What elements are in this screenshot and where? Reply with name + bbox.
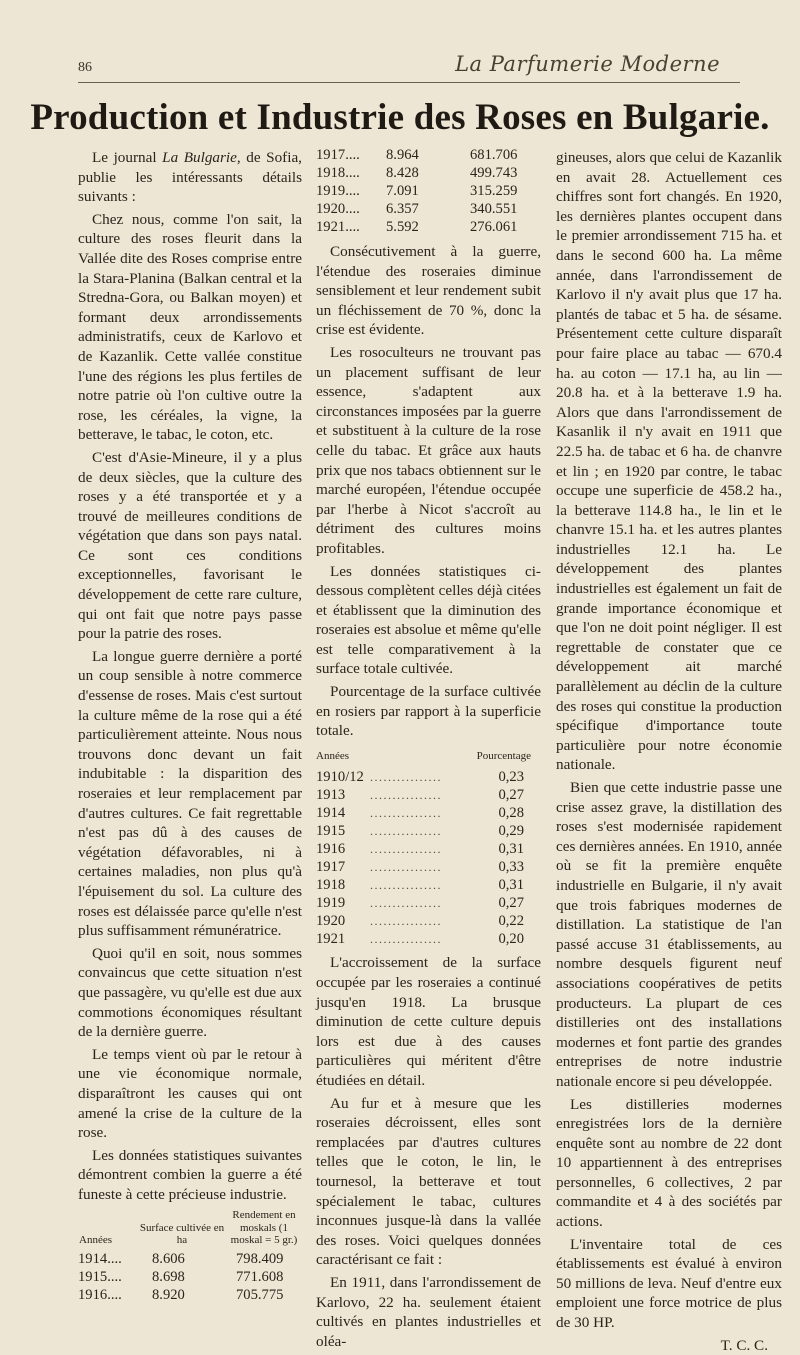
paragraph: L'accroissement de la surface occupée par les roseraies a continué jusqu'en 1918. La brusque diminution de cette culture depuis lors est due à des causes particulières qui méritent d'être étudiées en détail. — [316, 954, 541, 1089]
column-3 — [556, 148, 782, 1355]
paragraph: Le temps vient où par le retour à une vie économique normale, disparaîtront les causes qui ont amené la crise de la culture de la rose. — [78, 1045, 302, 1142]
yield-cell: 681.706 — [470, 147, 518, 163]
surface-cell: 8.606 — [152, 1250, 185, 1267]
year-cell: 1914.... — [78, 1250, 122, 1267]
table-row — [316, 768, 538, 786]
column-header-years: Années — [316, 749, 349, 762]
yield-cell: 771.608 — [236, 1268, 284, 1285]
paragraph: Les rosoculteurs ne trouvant pas un placement suffisant de leur essence, s'adaptent aux circonstances imposées par la guerre et substituent à la culture de la rose celle du tabac. Et grâce aux hauts prix que nos tabacs obtiennent sur le marché européen, l'étendue occupée par l'herbe à Nicot s'accroît au détriment des cultures moins profitables. — [316, 343, 541, 557]
surface-cell: 6.357 — [386, 201, 419, 217]
percentage-table-header — [316, 747, 541, 767]
surface-cell: 8.698 — [152, 1268, 185, 1285]
table-row — [78, 1250, 302, 1268]
surface-cell: 8.428 — [386, 165, 419, 181]
paragraph: Quoi qu'il en soit, nous sommes convaincus que cette situation n'est que passagère, vu qu'elle est due aux commotions économiques résultant de la dernière guerre. — [78, 944, 302, 1041]
yield-cell: 276.061 — [470, 219, 518, 235]
year-cell: 1915.... — [78, 1268, 122, 1285]
paragraph: Consécutivement à la guerre, l'étendue des roseraies diminue sensiblement et leur rendement subit un fléchissement de 70 %, donc la crise est évidente. — [316, 243, 541, 339]
leader-dots: ................ — [370, 932, 442, 947]
paragraph: Les données statistiques suivantes démontrent combien la guerre a été funeste à cette précieuse industrie. — [78, 1146, 302, 1203]
percentage-cell: 0,29 — [498, 823, 524, 840]
percentage-cell: 0,28 — [498, 805, 524, 822]
paragraph: En 1911, dans l'arrondissement de Karlovo, 22 ha. seulement étaient cultivés en plantes industrielles et oléa- — [316, 1273, 541, 1350]
column-header-yield: Rendement en moskals (1 moskal = 5 gr.) — [230, 1209, 298, 1247]
table-row — [78, 1286, 302, 1304]
column-header-percentage: Pourcentage — [476, 749, 531, 762]
percentage-cell: 0,22 — [498, 913, 524, 930]
paragraph: Chez nous, comme l'on sait, la culture des roses fleurit dans la Vallée dite des Roses comprise entre la Stara-Planina (Balkan central et la Stredna-Gora, ou Balkan moyen) et formant deux arrondissements administratifs, ceux de Karlovo et de Kazanlik. Cette vallée constitue l'une des régions les plus fertiles de notre patrie où l'on cultive outre la rose, les céréales, la vigne, la betterave, le tabac, le coton, etc. — [78, 210, 302, 444]
table-row — [316, 840, 538, 858]
leader-dots: ................ — [370, 770, 442, 785]
table-row — [316, 930, 538, 948]
header-rule — [78, 82, 740, 83]
leader-dots: ................ — [370, 788, 442, 803]
table-row — [316, 786, 538, 804]
year-cell: 1918.... — [316, 165, 360, 181]
table-header-row — [78, 1208, 302, 1250]
table-row — [78, 1268, 302, 1286]
journal-name: La Bulgarie — [162, 149, 237, 166]
table-row — [316, 200, 542, 218]
leader-dots: ................ — [370, 896, 442, 911]
leader-dots: ................ — [370, 842, 442, 857]
year-cell: 1910/12 — [316, 769, 364, 786]
yield-cell: 705.775 — [236, 1286, 284, 1303]
paragraph: Pourcentage de la surface cultivée en rosiers par rapport à la superficie totale. — [316, 683, 541, 740]
column-header-surface: Surface cultivée en ha — [139, 1221, 225, 1247]
leader-dots: ................ — [370, 878, 442, 893]
table-row — [316, 894, 538, 912]
paragraph: Les données statistiques ci-dessous complètent celles déjà citées et établissent que la diminution des roseraies est absolue et même qu'elle est telle comparativement à la surface totale cultivée. — [316, 562, 541, 678]
paragraph-intro — [78, 148, 302, 207]
surface-cell: 5.592 — [386, 219, 419, 235]
surface-table — [78, 1208, 302, 1304]
table-row — [316, 218, 542, 236]
table-row — [316, 858, 538, 876]
column-header-years: Années — [79, 1234, 112, 1247]
paragraph: Les distilleries modernes enregistrées lors de la dernière enquête sont au nombre de 22 dont 10 appartiennent à des entreprises personnelles, 6 collectives, 2 par commandite et 4 à des sociétés par actions. — [556, 1095, 782, 1231]
year-cell: 1919 — [316, 895, 346, 912]
percentage-table — [316, 768, 538, 948]
year-cell: 1916 — [316, 841, 346, 858]
table-row — [316, 146, 542, 164]
paragraph: gineuses, alors que celui de Kazanlik en avait 28. Actuellement ces chiffres sont fort changés. En 1920, les dernières plantes occupent dans le premier arrondissement 715 ha. et dans le second 600 ha. La même année, dans l'arrondissement de Karlovo il n'y avait plus que 17 ha. plantés de tabac et 5 ha. de sésame. Présentement cette culture disparaît pour faire place au tabac — 670.4 ha. au coton — 17.1 ha, au lin — 20.8 ha. et à la betterave 1.9 ha. Alors que dans l'arrondissement de Kasanlik il n'y avait en 1911 que 22.5 ha. de tabac et 6 ha. de chanvre et lin ; en 1920 par contre, le tabac occupe une superficie de 458.2 ha., la betterave 114.8 ha., le lin et le chanvre 15.1 ha. et les autres plantes industrielles 12.1 ha. Le développement des plantes industrielles est également un fait de grande importance économique et que l'on ne doit point négliger. Il est regrettable de constater que ce développement ait marché parallèlement au déclin de la culture des roses qui constitue la production spécifique d'importance toute particulière pour notre économie nationale. — [556, 149, 782, 774]
leader-dots: ................ — [370, 914, 442, 929]
table-row — [316, 182, 542, 200]
paragraph: L'inventaire total de ces établissements est évalué à environ 50 millions de leva. Neuf d'entre eux emploient une force motrice de plus de 30 HP. — [556, 1235, 782, 1332]
intro-text-a: Le journal — [92, 149, 163, 166]
paragraph: Bien que cette industrie passe une crise assez grave, la distillation des roses s'est modernisée rapidement ces dernières années. En 1910, année où se fit la première enquête industrielle en Bulgarie, il n'y avait que trois fabriques modernes de distillation. La statistique de l'an passé accuse 31 établissements, au nombre desquels figurent neuf associations coopératives de petits producteurs. La plupart de ces distilleries ont des installations modernes et font partie des grandes entreprises de notre industrie nationale encore si peu développée. — [556, 779, 782, 1090]
intro-text-b: , de Sofia, publie les intéressants détails suivants : — [78, 149, 302, 206]
surface-cell: 7.091 — [386, 183, 419, 199]
yield-cell: 499.743 — [470, 165, 518, 181]
column-2 — [316, 146, 541, 1354]
year-cell: 1916.... — [78, 1286, 122, 1303]
percentage-cell: 0,33 — [498, 859, 524, 876]
year-cell: 1913 — [316, 787, 346, 804]
year-cell: 1920 — [316, 913, 346, 930]
leader-dots: ................ — [370, 824, 442, 839]
year-cell: 1920.... — [316, 201, 360, 217]
year-cell: 1915 — [316, 823, 346, 840]
percentage-cell: 0,27 — [498, 787, 524, 804]
signature: T. C. C. — [720, 1336, 768, 1354]
percentage-cell: 0,31 — [498, 841, 524, 858]
year-cell: 1921 — [316, 931, 346, 948]
percentage-cell: 0,23 — [498, 769, 524, 786]
paragraph: C'est d'Asie-Mineure, il y a plus de deux siècles, que la culture des roses y a été transportée et y a trouvé de meilleures conditions de végétation que dans son pays natal. Ce sont ces conditions exceptionnelles, favorisant le développement de cette rare culture, qui ont fait que notre pays passe pour la patrie des roses. — [78, 448, 302, 643]
surface-cell: 8.920 — [152, 1286, 185, 1303]
paragraph: La longue guerre dernière a porté un coup sensible à notre commerce d'essense de roses. Mais c'est surtout la culture même de la rose qui a été particulièrement atteinte. Nous nous trouvons donc devant un fait indubitable : la disparition des roseraies et leur remplacement par d'autres cultures. Ce fait regrettable n'est pas dû à des causes de végétation défavorables, ni à certaines maladies, non plus qu'à l'épuisement du sol. La culture des roses est délaissée parce qu'elle n'est plus suffisamment rémunératrice. — [78, 647, 302, 940]
table-row — [316, 912, 538, 930]
yield-cell: 315.259 — [470, 183, 518, 199]
table-row — [316, 804, 538, 822]
surface-cell: 8.964 — [386, 147, 419, 163]
percentage-cell: 0,31 — [498, 877, 524, 894]
table-row — [316, 876, 538, 894]
year-cell: 1914 — [316, 805, 346, 822]
yield-cell: 340.551 — [470, 201, 518, 217]
page-number: 86 — [78, 60, 92, 75]
table-row — [316, 164, 542, 182]
paragraph: Au fur et à mesure que les roseraies décroissent, elles sont remplacées par d'autres cultures telles que le coton, le lin, le tournesol, la betterave et tout spécialement le tabac, cultures inconnues jusque-là dans la vallée des roses. Voici quelques données caractérisant ce fait : — [316, 1094, 541, 1269]
year-cell: 1919.... — [316, 183, 360, 199]
leader-dots: ................ — [370, 860, 442, 875]
yield-cell: 798.409 — [236, 1250, 284, 1267]
year-cell: 1921.... — [316, 219, 360, 235]
percentage-cell: 0,27 — [498, 895, 524, 912]
year-cell: 1917 — [316, 859, 346, 876]
surface-table-continued — [316, 146, 542, 236]
table-row — [316, 822, 538, 840]
leader-dots: ................ — [370, 806, 442, 821]
publication-masthead: La Parfumerie Moderne — [455, 52, 720, 76]
article-title: Production et Industrie des Roses en Bulgarie. — [30, 97, 770, 138]
year-cell: 1917.... — [316, 147, 360, 163]
year-cell: 1918 — [316, 877, 346, 894]
column-1 — [78, 148, 302, 1304]
percentage-cell: 0,20 — [498, 931, 524, 948]
